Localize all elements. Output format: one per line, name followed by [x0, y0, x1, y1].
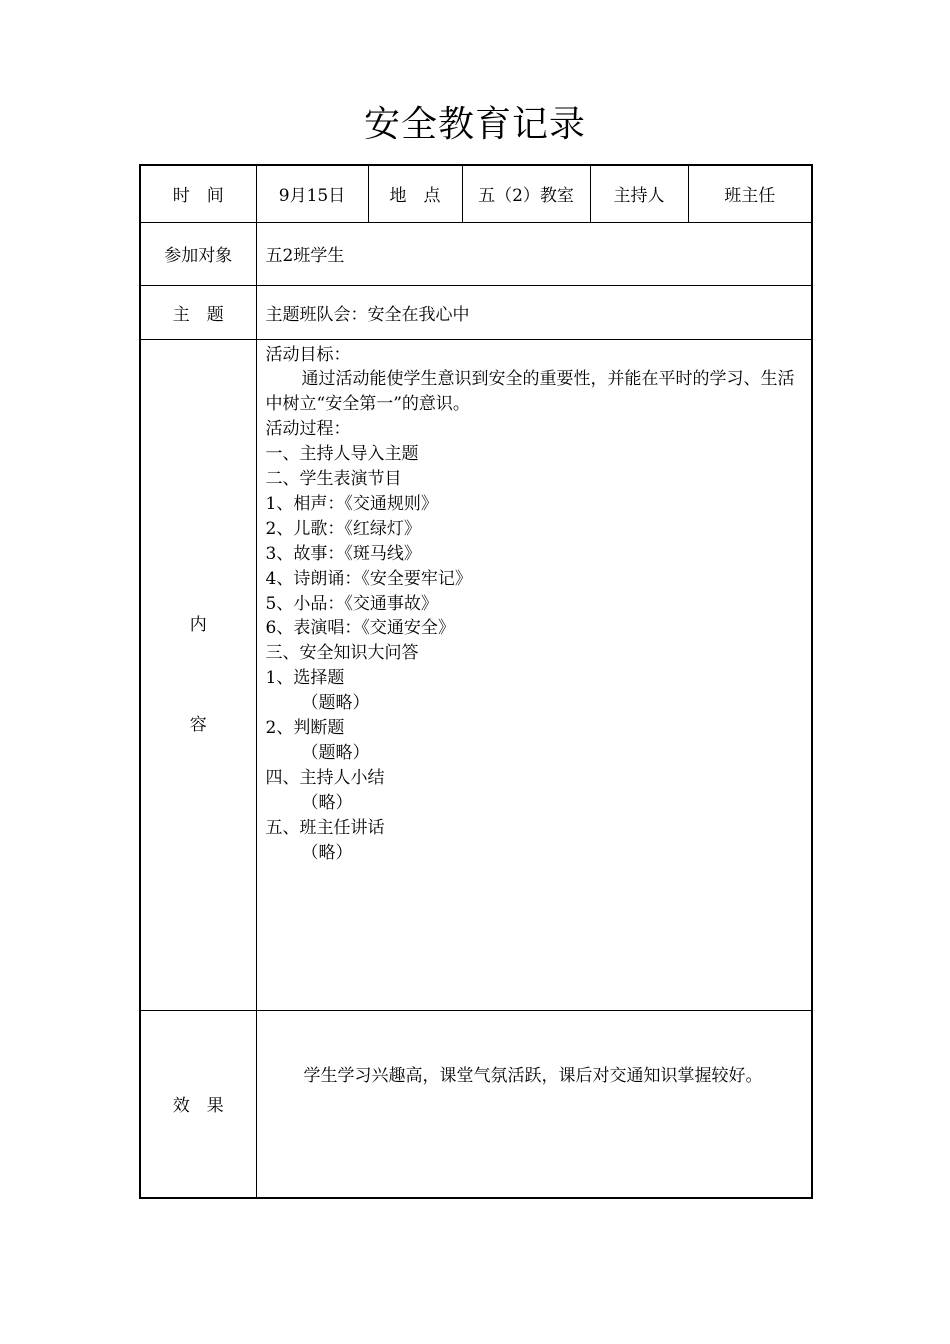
process-line: （题略）: [301, 743, 370, 763]
process-line: 6、表演唱：《交通安全》: [265, 618, 455, 639]
record-table: [139, 164, 813, 1199]
content-label-top: 内: [189, 614, 207, 635]
process-line: 二、学生表演节目: [265, 469, 402, 490]
effect-label: 效 果: [140, 1010, 256, 1198]
content-row: [140, 339, 812, 1010]
process-line: 1、选择题: [265, 668, 345, 689]
process-list: [266, 442, 812, 865]
time-label: 时 间: [140, 165, 256, 222]
process-line: （略）: [301, 792, 353, 813]
participants-row: [140, 222, 812, 285]
host-label: 主持人: [590, 165, 688, 222]
time-value: 9月15日: [256, 165, 368, 222]
process-line: 3、故事：《斑马线》: [265, 543, 421, 564]
effect-value: [256, 1010, 812, 1198]
process-line: （题略）: [301, 693, 370, 714]
process-line: 5、小品：《交通事故》: [265, 593, 438, 614]
participants-label: 参加对象: [140, 222, 256, 285]
host-value: 班主任: [688, 165, 812, 222]
theme-row: [140, 285, 812, 339]
process-line: 4、诗朗诵：《安全要牢记》: [265, 568, 472, 589]
process-line: 一、主持人导入主题: [265, 444, 419, 465]
process-line: 2、判断题: [265, 718, 345, 739]
process-line: （略）: [301, 842, 353, 863]
theme-label: 主 题: [140, 285, 256, 339]
process-line: 2、儿歌：《红绿灯》: [265, 518, 421, 539]
process-line: 四、主持人小结: [265, 767, 385, 788]
place-value: 五（2）教室: [462, 165, 590, 222]
process-line: 三、安全知识大问答: [265, 643, 419, 664]
header-row: [140, 165, 812, 222]
effect-text: 学生学习兴趣高，课堂气氛活跃，课后对交通知识掌握较好。: [303, 1065, 763, 1086]
process-line: 1、相声：《交通规则》: [265, 493, 438, 514]
content-body: [256, 339, 812, 1010]
goal-text: 通过活动能使学生意识到安全的重要性，并能在平时的学习、生活中树立“安全第一”的意识。: [265, 369, 795, 415]
place-label: 地 点: [368, 165, 462, 222]
participants-value: 五2班学生: [256, 222, 812, 285]
theme-value: 主题班队会：安全在我心中: [256, 285, 812, 339]
process-line: 五、班主任讲话: [265, 817, 385, 838]
effect-row: [140, 1010, 812, 1198]
content-label-bottom: 容: [189, 714, 207, 735]
goal-heading: 活动目标：: [265, 344, 351, 365]
content-label: [140, 339, 256, 1010]
process-heading: 活动过程：: [265, 419, 351, 440]
page-title: 安全教育记录: [363, 104, 586, 145]
